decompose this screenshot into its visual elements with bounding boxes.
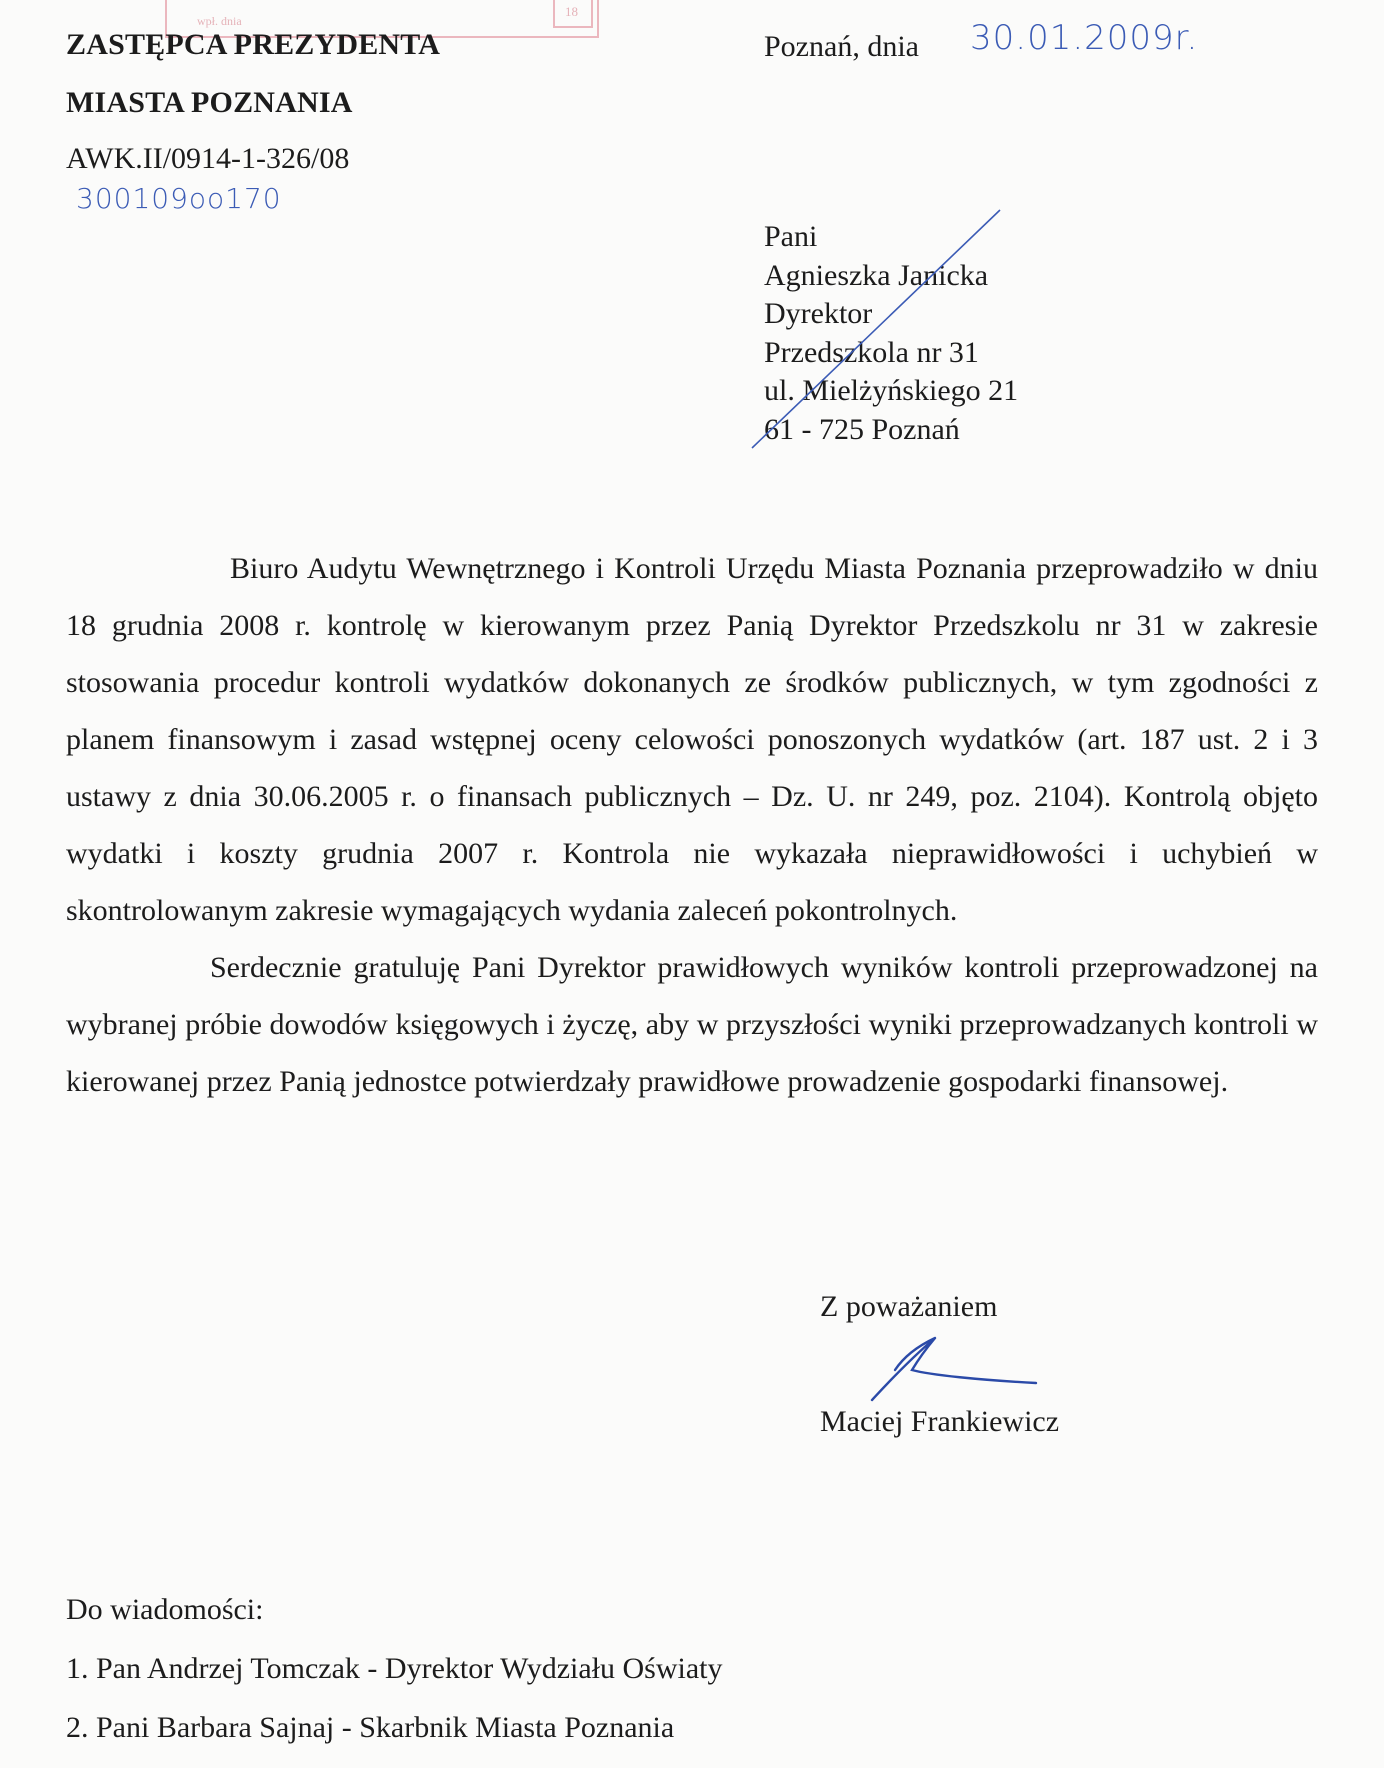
stamp-text: wpł. dnia (197, 14, 242, 28)
recipient-line: ul. Mielżyńskiego 21 (764, 374, 1019, 407)
closing-salutation: Z poważaniem (820, 1290, 998, 1323)
date-label: Poznań, dnia (764, 30, 919, 63)
handwritten-signature (872, 1338, 1036, 1400)
cc-item: 1. Pan Andrzej Tomczak - Dyrektor Wydziału Oświaty (66, 1652, 723, 1685)
stamp-box-number: 18 (565, 4, 578, 19)
body-paragraph-2: Serdecznie gratuluję Pani Dyrektor prawidłowych wyników kontroli przeprowadzonej na wybranej próbie dowodów księgowych i życzę, aby w przyszłości wyniki przeprowadzanych kontroli w kierowanej przez Panią jednostce potwierdzały prawidłowe prowadzenie gospodarki finansowej. (66, 951, 1318, 1098)
acknowledgment-stroke (752, 210, 1000, 448)
body-paragraph-1: Biuro Audytu Wewnętrznego i Kontroli Urzędu Miasta Poznania przeprowadziło w dniu 18 grudnia 2008 r. kontrolę w kierowanym przez Panią Dyrektor Przedszkolu nr 31 w zakresie stosowania procedur kontroli wydatków dokonanych ze środków publicznych, w tym zgodności z planem finansowym i zasad wstępnej oceny celowości ponoszonych wydatków (art. 187 ust. 2 i 3 ustawy z dnia 30.06.2005 r. o finansach publicznych – Dz. U. nr 249, poz. 2104). Kontrolą objęto wydatki i koszty grudnia 2007 r. Kontrola nie wykazała nieprawidłowości i uchybień w skontrolowanym zakresie wymagających wydania zaleceń pokontrolnych. (66, 552, 1318, 927)
handwritten-date: 30.01.2009r. (970, 18, 1199, 58)
recipient-line: Przedszkola nr 31 (764, 335, 979, 369)
cc-heading: Do wiadomości: (66, 1593, 264, 1626)
signatory-name: Maciej Frankiewicz (820, 1405, 1060, 1438)
handwritten-registry-number: 300109oo170 (76, 182, 282, 215)
recipient-line: Agnieszka Janicka (764, 258, 989, 292)
sender-title-line2: MIASTA POZNANIA (66, 86, 353, 119)
reference-number: AWK.II/0914-1-326/08 (66, 142, 350, 175)
recipient-line: Pani (764, 220, 818, 253)
recipient-line: 61 - 725 Poznań (764, 412, 960, 446)
sender-title-line1: ZASTĘPCA PREZYDENTA (66, 28, 441, 61)
recipient-line: Dyrektor (764, 297, 873, 330)
cc-item: 2. Pani Barbara Sajnaj - Skarbnik Miasta Poznania (66, 1711, 675, 1744)
